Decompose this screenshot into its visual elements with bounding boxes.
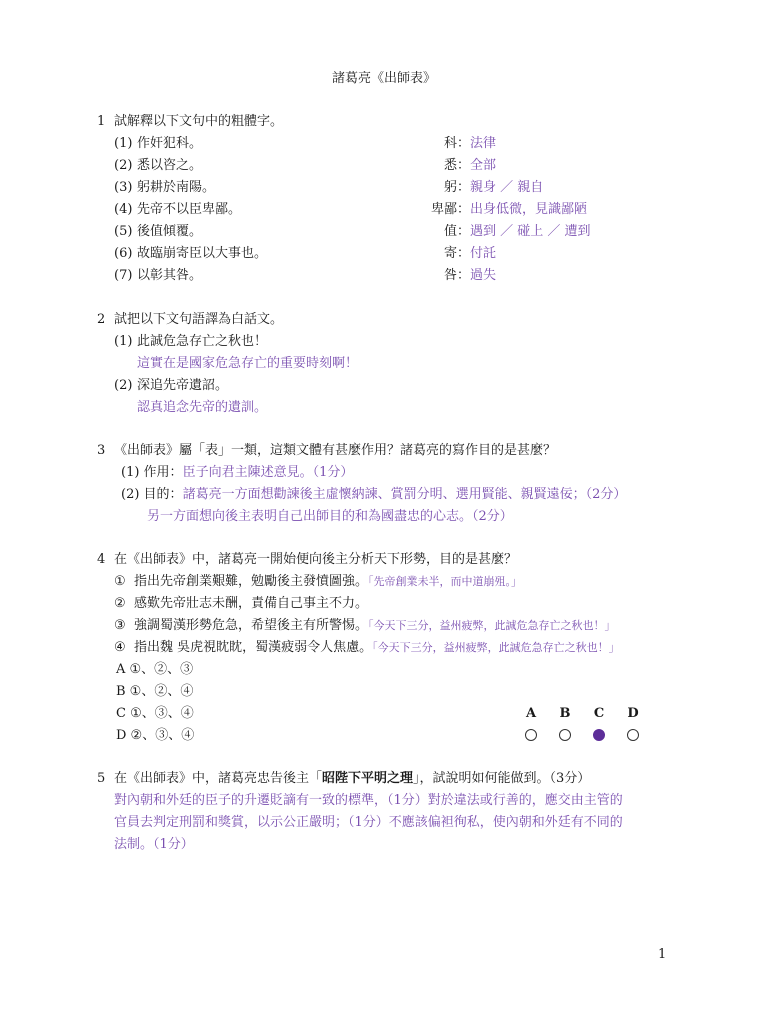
q4-statement-3-text: 強調蜀漢形勢危急，希望後主有所警惕。: [134, 618, 369, 633]
q2-prompt: 試把以下文句語譯為白話文。: [114, 312, 284, 327]
q4-option-b: B ①、②、④: [116, 684, 194, 699]
q1-item-4-answer: 出身低微，見識鄙陋: [470, 202, 588, 217]
q2-item-1-answer: 這實在是國家危急存亡的重要時刻啊！: [137, 356, 359, 371]
q1-item-5-label: (5): [114, 224, 133, 239]
q1-item-4-key: 卑鄙：: [430, 202, 470, 217]
choice-label-d: D: [627, 706, 639, 721]
q1-item-3-text: 躬耕於南陽。: [137, 180, 216, 195]
q3-answer-1-label: (1) 作用：: [121, 465, 183, 480]
q1-item-7-answer: 過失: [470, 268, 497, 283]
q1-item-7-label: (7): [114, 268, 133, 283]
q5-prompt-start: 在《出師表》中，諸葛亮忠告後主「: [114, 771, 323, 786]
q4-prompt: 在《出師表》中，諸葛亮一開始便向後主分析天下形勢，目的是甚麼？: [114, 552, 518, 567]
q1-item-3-key: 躬：: [443, 180, 470, 195]
q1-item-6-answer: 付託: [470, 246, 497, 261]
q4-statement-3-note: 「今天下三分，益州疲弊，此誠危急存亡之秋也！」: [368, 619, 616, 632]
q2-number: 2: [97, 312, 106, 327]
choice-label-b: B: [559, 706, 571, 721]
q3-answer-2-text: 諸葛亮一方面想勸諫後主虛懷納諫、賞罰分明、選用賢能、親賢遠佞；（2分）: [182, 487, 627, 502]
q1-prompt: 試解釋以下文句中的粗體字。: [114, 114, 284, 129]
choice-radio-c[interactable]: [593, 729, 605, 741]
q2-item-1-label: (1): [114, 334, 133, 349]
q3-answer-2-label: (2) 目的：: [121, 487, 183, 502]
q2-item-2-label: (2): [114, 378, 133, 393]
q4-statement-2-mark: ②: [114, 596, 126, 611]
q3-answer-1-text: 臣子向君主陳述意見。（1分）: [182, 465, 354, 480]
q5-answer-line-2: 官員去判定刑罰和獎賞，以示公正嚴明；（1分）不應該偏袒徇私，使內朝和外廷有不同的: [114, 815, 623, 830]
page-title: 諸葛亮《出師表》: [331, 71, 436, 86]
q1-item-3-answer: 親身 ／ 親自: [470, 180, 544, 195]
q1-item-2-text: 悉以咨之。: [137, 158, 203, 173]
q1-item-4-label: (4): [114, 202, 133, 217]
q4-option-a: A ①、②、③: [116, 662, 194, 677]
q5-prompt-end: 」，試說明如何能做到。（3分）: [413, 771, 591, 786]
q1-item-6-label: (6): [114, 246, 133, 261]
q4-statement-2: [134, 595, 368, 613]
q4-statement-1: [134, 573, 522, 591]
q1-item-1-label: (1): [114, 136, 133, 151]
q4-statement-2-text: 感歎先帝壯志未酬，責備自己事主不力。: [134, 596, 369, 611]
q1-item-7-key: 咎：: [443, 268, 470, 283]
q3-prompt: 《出師表》屬「表」一類，這類文體有甚麼作用？諸葛亮的寫作目的是甚麼？: [114, 443, 557, 458]
choice-radio-b[interactable]: [559, 729, 571, 741]
q3-answer-1: [121, 464, 353, 482]
q4-statement-4-text: 指出魏 吳虎視眈眈，蜀漢疲弱令人焦慮。: [134, 640, 373, 655]
q1-item-1-key: 科：: [443, 136, 470, 151]
q3-number: 3: [97, 443, 106, 458]
q4-statement-4-mark: ④: [114, 640, 126, 655]
q1-item-2-key: 悉：: [443, 158, 470, 173]
q5-answer-line-3: 法制。（1分）: [114, 837, 194, 852]
q4-option-d: D ②、③、④: [116, 728, 195, 743]
q4-number: 4: [97, 552, 106, 567]
q1-item-2-label: (2): [114, 158, 133, 173]
q1-item-7-text: 以彰其咎。: [137, 268, 203, 283]
choice-label-a: A: [525, 706, 537, 721]
q4-statement-1-mark: ①: [114, 574, 126, 589]
q5-number: 5: [97, 771, 106, 786]
q4-statement-3: [134, 617, 616, 635]
q4-option-c: C ①、③、④: [116, 706, 194, 721]
choice-label-c: C: [593, 706, 605, 721]
choice-radio-d[interactable]: [627, 729, 639, 741]
q4-statement-4: [134, 639, 620, 657]
q5-prompt-quote: 昭陛下平明之理: [322, 771, 414, 786]
q1-item-4-text: 先帝不以臣卑鄙。: [137, 202, 242, 217]
q1-item-2-answer: 全部: [470, 158, 497, 173]
q4-statement-4-note: 「今天下三分，益州疲弊，此誠危急存亡之秋也！」: [372, 641, 620, 654]
q4-statement-1-text: 指出先帝創業艱難，勉勵後主發憤圖強。: [134, 574, 369, 589]
q2-item-2-answer: 認真追念先帝的遺訓。: [137, 400, 268, 415]
q1-item-3-label: (3): [114, 180, 133, 195]
q1-item-5-answer: 遇到 ／ 碰上 ／ 遭到: [470, 224, 591, 239]
page-number: 1: [658, 947, 667, 962]
q1-item-5-text: 後值傾覆。: [137, 224, 203, 239]
q4-statement-3-mark: ③: [114, 618, 126, 633]
q5-prompt: [114, 770, 590, 788]
q1-item-1-answer: 法律: [470, 136, 497, 151]
q5-answer-line-1: 對內朝和外廷的臣子的升遷貶謫有一致的標準，（1分）對於違法或行善的，應交由主管的: [114, 793, 623, 808]
q1-item-6-text: 故臨崩寄臣以大事也。: [137, 246, 268, 261]
q3-answer-2: [121, 486, 626, 504]
q2-item-2-text: 深追先帝遺詔。: [137, 378, 229, 393]
q1-item-6-key: 寄：: [443, 246, 470, 261]
q3-answer-2-continued: 另一方面想向後主表明自己出師目的和為國盡忠的心志。（2分）: [147, 509, 513, 524]
q4-statement-1-note: 「先帝創業未半，而中道崩殂。」: [368, 575, 523, 588]
q1-item-1-text: 作奸犯科。: [137, 136, 203, 151]
q2-item-1-text: 此誠危急存亡之秋也！: [137, 334, 268, 349]
q1-item-5-key: 值：: [443, 224, 470, 239]
choice-radio-a[interactable]: [525, 729, 537, 741]
q1-number: 1: [97, 114, 106, 129]
